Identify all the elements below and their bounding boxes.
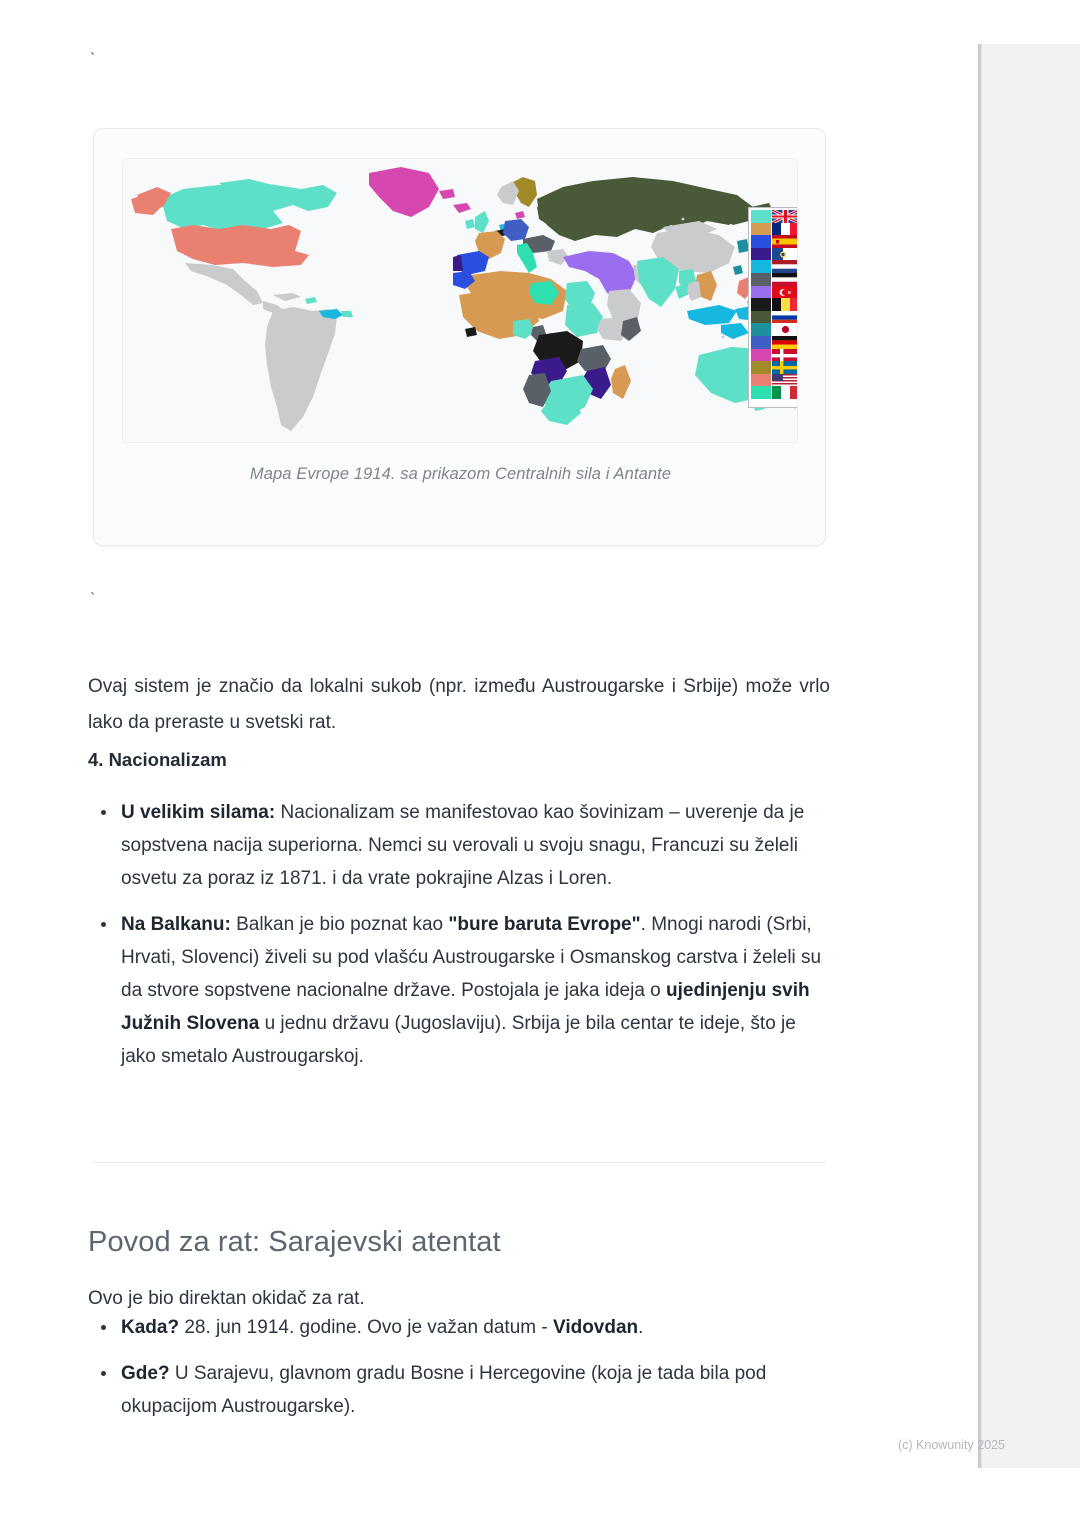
map-image-frame [122, 158, 798, 443]
legend-swatch [751, 210, 771, 223]
legend-swatch [751, 374, 771, 387]
section-heading-nationalism: 4. Nacionalizam [88, 749, 227, 770]
povod-intro-paragraph: Ovo je bio direktan okidač za rat. [88, 1288, 365, 1309]
list-item-text: Balkan je bio poznat kao [230, 914, 449, 935]
list-item-emphasis: ujedinjenju svih Južnih Slovena [121, 980, 810, 1034]
legend-swatch [751, 298, 771, 311]
flag-se-icon [772, 361, 798, 374]
legend-swatch [751, 273, 771, 286]
flag-nl-icon [772, 260, 798, 273]
list-item-lead: Gde? [121, 1363, 170, 1384]
list-item-text: U Sarajevu, glavnom gradu Bosne i Hercegovine (koja je tada bila pod okupacijom Austrougarske). [121, 1363, 767, 1417]
right-rail [978, 0, 1080, 1528]
legend-swatch [751, 336, 771, 349]
legend-swatch [751, 223, 771, 236]
legend-swatch [751, 248, 771, 261]
legend-swatch [751, 349, 771, 362]
list-item-text: Nacionalizam se manifestovao kao šovinizam – uverenje da je sopstvena nacija superiorna. Nemci su verovali u svoju snagu, Francuzi su želeli osvetu za poraz iz 1871. i da vrate pokrajine Alzas i Loren. [121, 802, 805, 889]
flag-fr-icon [772, 223, 798, 236]
legend-row [751, 386, 798, 399]
legend-swatch [751, 386, 771, 399]
flag-de-icon [772, 336, 798, 349]
flag-it-icon [772, 386, 798, 399]
list-item [121, 796, 830, 895]
list-item-text: u jednu državu (Jugoslaviju). Srbija je bila centar te ideje, što je jako smetalo Austrougarskoj. [121, 1013, 796, 1067]
nationalism-list [88, 796, 830, 1086]
povod-list [88, 1311, 830, 1436]
list-item [121, 1311, 830, 1344]
list-item-text: . Mnogi narodi (Srbi, Hrvati, Slovenci) živeli su pod vlašću Austrougarske i Osmanskog carstva i želeli su da stvore sopstvene nacionalne države. Postojala je jaka ideja o [121, 914, 822, 1001]
figure-caption: Mapa Evrope 1914. sa prikazom Centralnih sila i Antante [249, 465, 672, 483]
list-item-text: 28. jun 1914. godine. Ovo je važan datum - [179, 1317, 553, 1338]
legend-swatch [751, 235, 771, 248]
flag-be-icon [772, 298, 798, 311]
flag-us-icon [772, 374, 798, 387]
legend-swatch [751, 286, 771, 299]
legend-row [751, 260, 798, 273]
flag-es-icon [772, 235, 798, 248]
list-item-lead: Kada? [121, 1317, 180, 1338]
list-item-lead: U velikim silama: [121, 802, 276, 823]
legend-row [751, 223, 798, 236]
footer-copyright: (c) Knowunity 2025 [898, 1438, 1006, 1452]
world-map-1914-colonial-empires [123, 159, 798, 443]
legend-swatch [751, 311, 771, 324]
flag-uk-icon [772, 210, 798, 223]
legend-row [751, 361, 798, 374]
legend-row [751, 298, 798, 311]
flag-tr-icon [772, 286, 798, 299]
list-item-lead: Na Balkanu: [121, 914, 231, 935]
flag-ru-icon [772, 311, 798, 324]
page-title-povod: Povod za rat: Sarajevski atentat [88, 1226, 501, 1259]
backtick-marker-second: ` [88, 591, 98, 608]
legend-row [751, 248, 798, 261]
legend-row [751, 235, 798, 248]
flag-at-icon [772, 273, 798, 286]
legend-swatch [751, 260, 771, 273]
backtick-marker-top: ` [88, 51, 98, 68]
list-item-emphasis: Vidovdan [552, 1317, 639, 1338]
legend-row [751, 286, 798, 299]
legend-row [751, 374, 798, 387]
section-divider [93, 1162, 826, 1163]
list-item-emphasis: "bure baruta Evrope" [448, 914, 641, 935]
legend-swatch [751, 361, 771, 374]
legend-row [751, 273, 798, 286]
legend-swatch [751, 323, 771, 336]
flag-dk-icon [772, 349, 798, 362]
legend-row [751, 323, 798, 336]
flag-jp-icon [772, 323, 798, 336]
map-legend [748, 207, 798, 408]
page-margin-panel [981, 44, 1080, 1468]
intro-paragraph: Ovaj sistem je značio da lokalni sukob (npr. između Austrougarske i Srbije) može vrlo lako da preraste u svetski rat. [88, 676, 830, 733]
list-item [121, 908, 830, 1073]
list-item [121, 1357, 830, 1423]
legend-row [751, 336, 798, 349]
legend-row [751, 210, 798, 223]
list-item-text: . [638, 1317, 644, 1338]
figure-card [93, 128, 826, 546]
legend-row [751, 311, 798, 324]
flag-pt-icon [772, 248, 798, 261]
legend-row [751, 349, 798, 362]
